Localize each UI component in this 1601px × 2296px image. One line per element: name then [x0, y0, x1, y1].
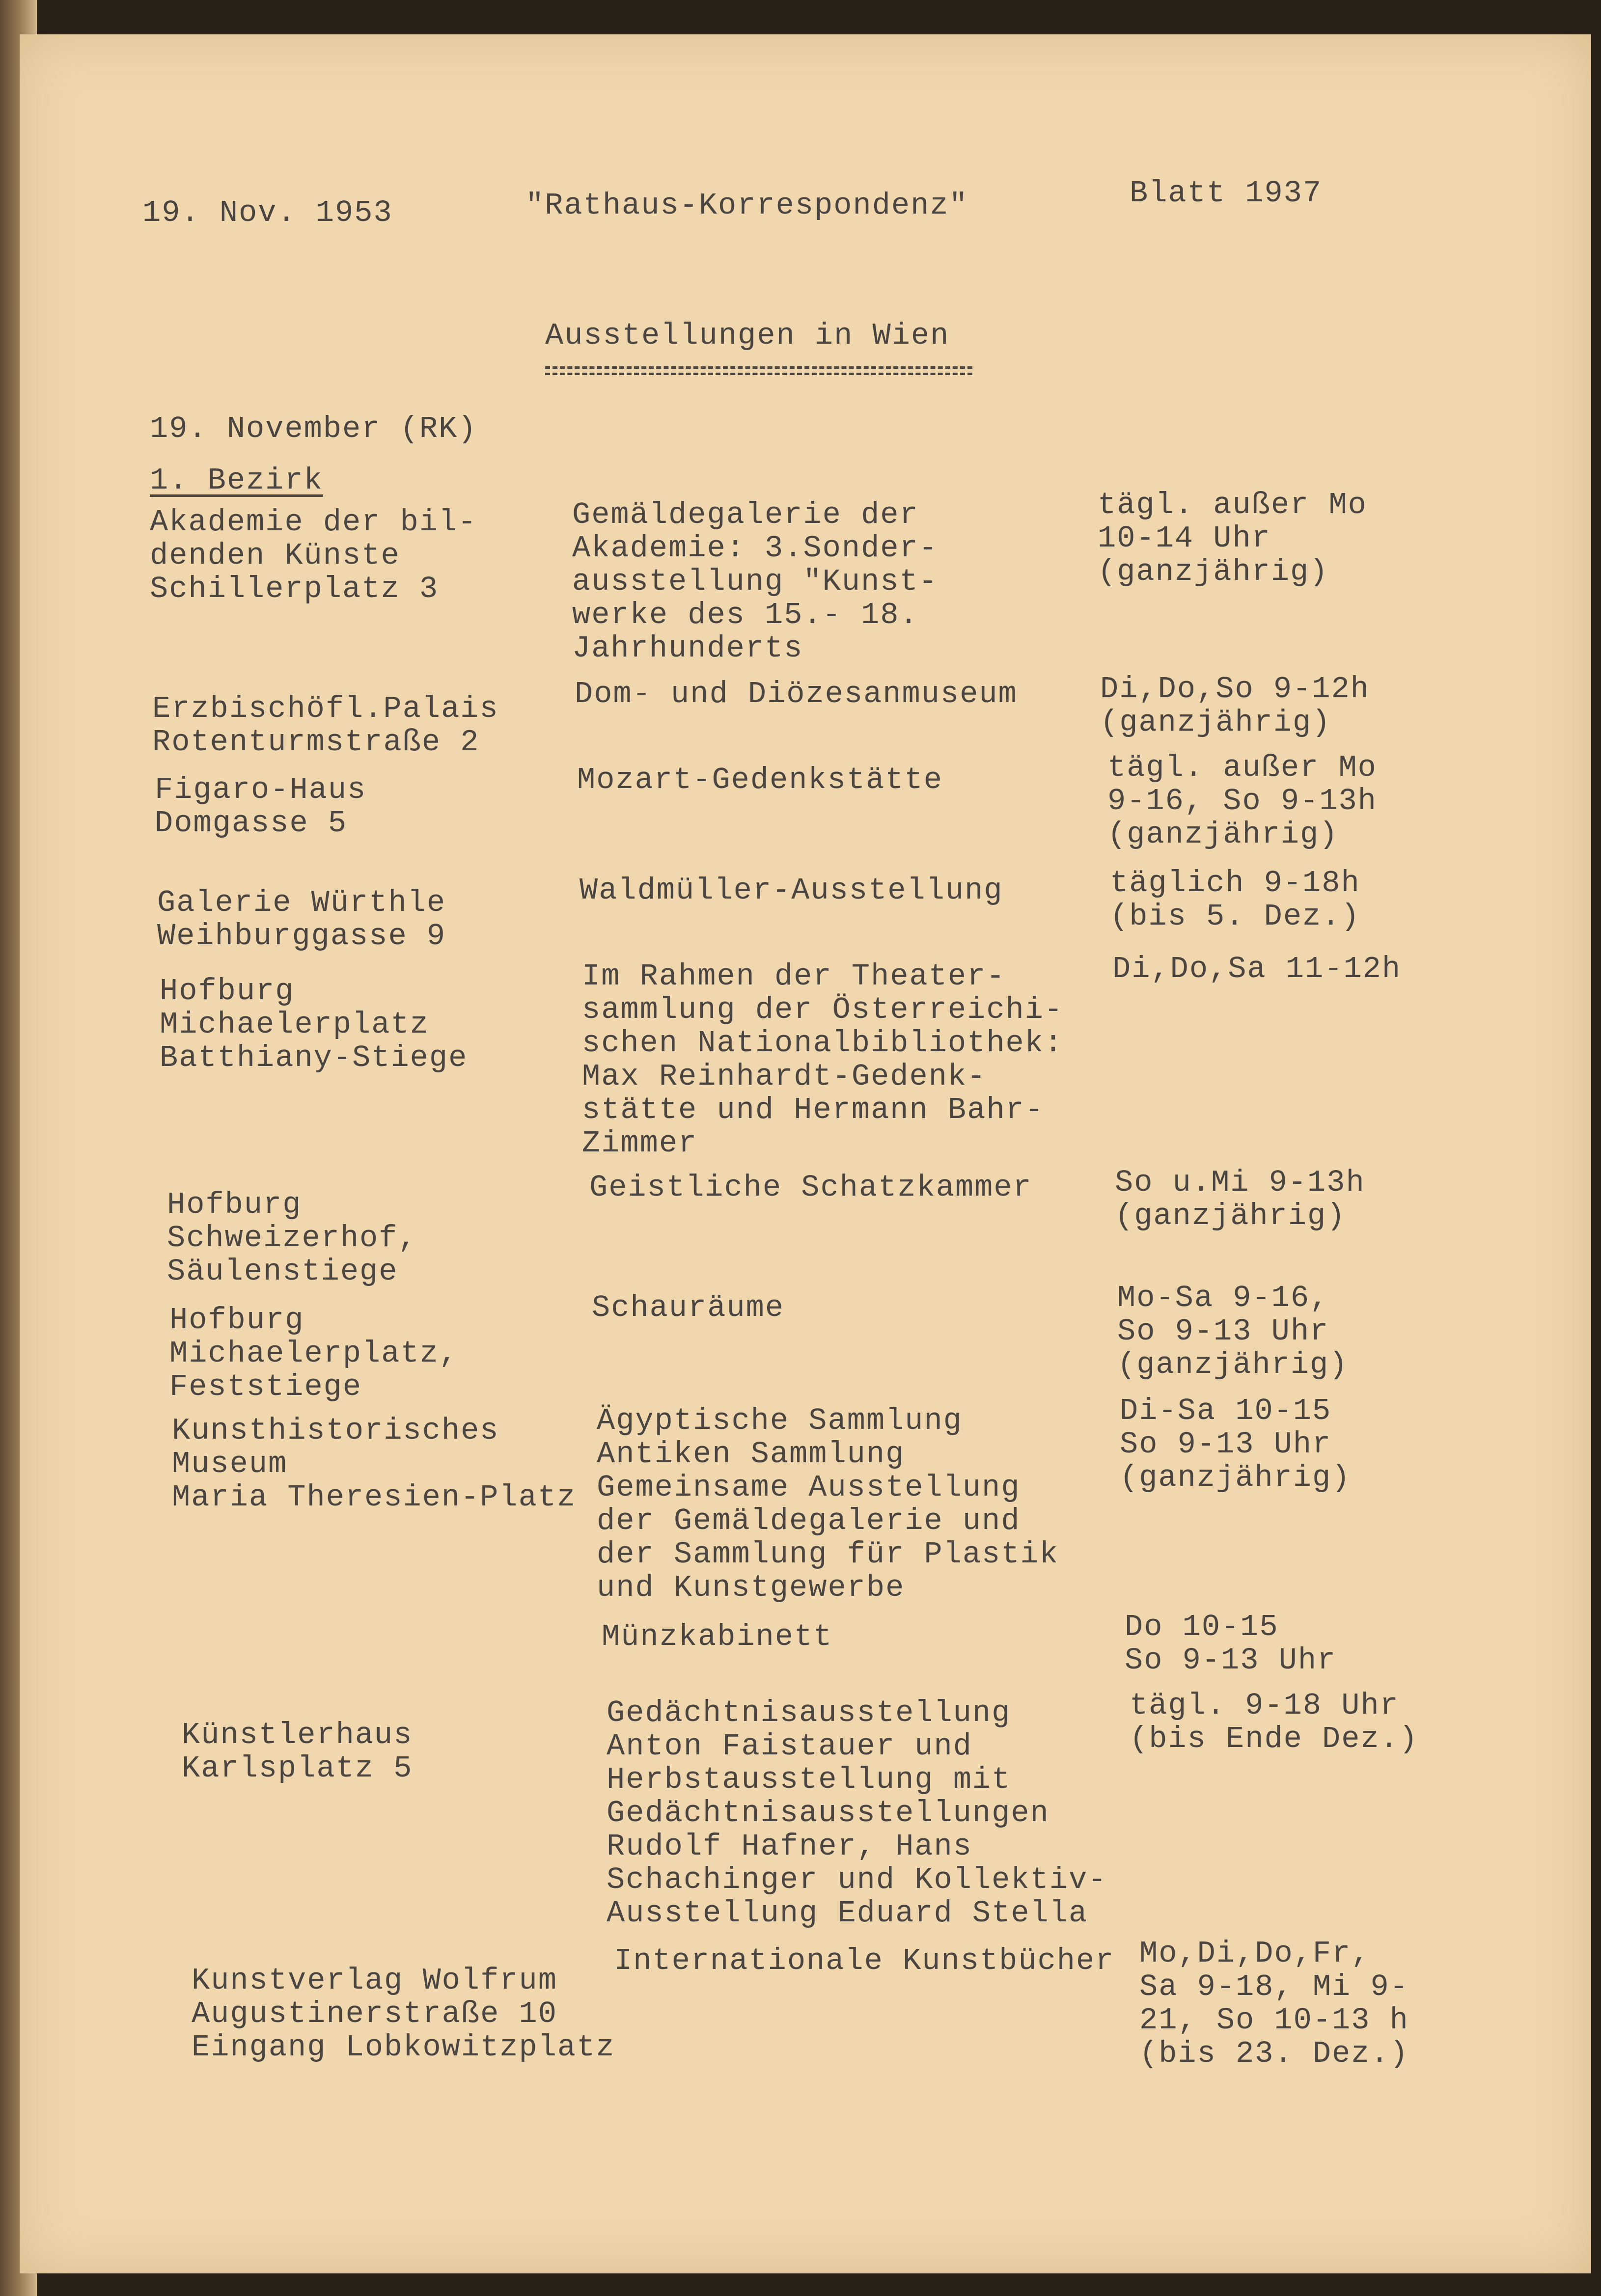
entry-hours: So u.Mi 9-13h (ganzjährig) — [1115, 1165, 1365, 1233]
entry-location: Hofburg Michaelerplatz Batthiany-Stiege — [160, 974, 468, 1075]
entry-hours: täglich 9-18h (bis 5. Dez.) — [1110, 866, 1360, 934]
entry-location: Akademie der bil- denden Künste Schillerplatz 3 — [150, 505, 477, 606]
entry-hours: tägl. außer Mo 10-14 Uhr (ganzjährig) — [1098, 488, 1367, 589]
entry-exhibition: Geistliche Schatzkammer — [589, 1170, 1032, 1205]
entry-location: Kunsthistorisches Museum Maria Theresien-Platz — [172, 1413, 577, 1515]
entry-exhibition: Gemäldegalerie der Akademie: 3.Sonder- ausstellung "Kunst- werke des 15.- 18. Jahrhunderts — [572, 497, 938, 666]
entry-hours: Mo-Sa 9-16, So 9-13 Uhr (ganzjährig) — [1117, 1281, 1349, 1382]
entry-hours: Di,Do,Sa 11-12h — [1112, 952, 1402, 986]
entry-exhibition: Gedächtnisausstellung Anton Faistauer und Herbstausstellung mit Gedächtnisausstellungen Rudolf Hafner, Hans Schachinger und Kollektiv- Ausstellung Eduard Stella — [607, 1695, 1107, 1931]
entry-exhibition: Ägyptische Sammlung Antiken Sammlung Gemeinsame Ausstellung der Gemäldegalerie und der Sammlung für Plastik und Kunstgewerbe — [597, 1403, 1059, 1605]
dateline: 19. November (RK) — [150, 411, 477, 446]
entry-location: Hofburg Michaelerplatz, Feststiege — [169, 1303, 459, 1404]
entry-exhibition: Mozart-Gedenkstätte — [577, 763, 943, 797]
entry-location: Erzbischöfl.Palais Rotenturmstraße 2 — [152, 691, 499, 760]
entry-location: Figaro-Haus Domgasse 5 — [155, 772, 367, 841]
title-double-underline — [545, 366, 972, 375]
entry-exhibition: Im Rahmen der Theater- sammlung der Österreichi- schen Nationalbibliothek: Max Reinhardt-Gedenk- stätte und Hermann Bahr- Zimmer — [582, 959, 1064, 1161]
header-publication: "Rathaus-Korrespondenz" — [525, 188, 968, 223]
entry-hours: Mo,Di,Do,Fr, Sa 9-18, Mi 9- 21, So 10-13 h (bis 23. Dez.) — [1139, 1936, 1409, 2071]
header-sheet-number: Blatt 1937 — [1130, 176, 1323, 211]
entry-location: Hofburg Schweizerhof, Säulenstiege — [167, 1187, 417, 1289]
page-title: Ausstellungen in Wien — [545, 318, 950, 353]
entry-hours: tägl. außer Mo 9-16, So 9-13h (ganzjährig) — [1107, 750, 1377, 852]
entry-exhibition: Dom- und Diözesanmuseum — [575, 677, 1018, 711]
district-heading: 1. Bezirk — [150, 463, 323, 498]
entry-hours: tägl. 9-18 Uhr (bis Ende Dez.) — [1130, 1688, 1419, 1756]
entry-location: Galerie Würthle Weihburggasse 9 — [157, 885, 446, 954]
entry-exhibition: Internationale Kunstbücher — [614, 1943, 1115, 1978]
entry-location: Kunstverlag Wolfrum Augustinerstraße 10 Eingang Lobkowitzplatz — [192, 1963, 615, 2065]
entry-exhibition: Schauräume — [592, 1290, 785, 1325]
entry-exhibition: Münzkabinett — [602, 1619, 833, 1654]
entry-exhibition: Waldmüller-Ausstellung — [580, 873, 1003, 908]
entry-hours: Di,Do,So 9-12h (ganzjährig) — [1100, 672, 1370, 740]
page-edge — [1591, 0, 1601, 2296]
entry-hours: Di-Sa 10-15 So 9-13 Uhr (ganzjährig) — [1120, 1394, 1351, 1495]
entry-location: Künstlerhaus Karlsplatz 5 — [182, 1718, 413, 1786]
entry-hours: Do 10-15 So 9-13 Uhr — [1125, 1610, 1337, 1678]
header-date: 19. Nov. 1953 — [142, 195, 393, 230]
